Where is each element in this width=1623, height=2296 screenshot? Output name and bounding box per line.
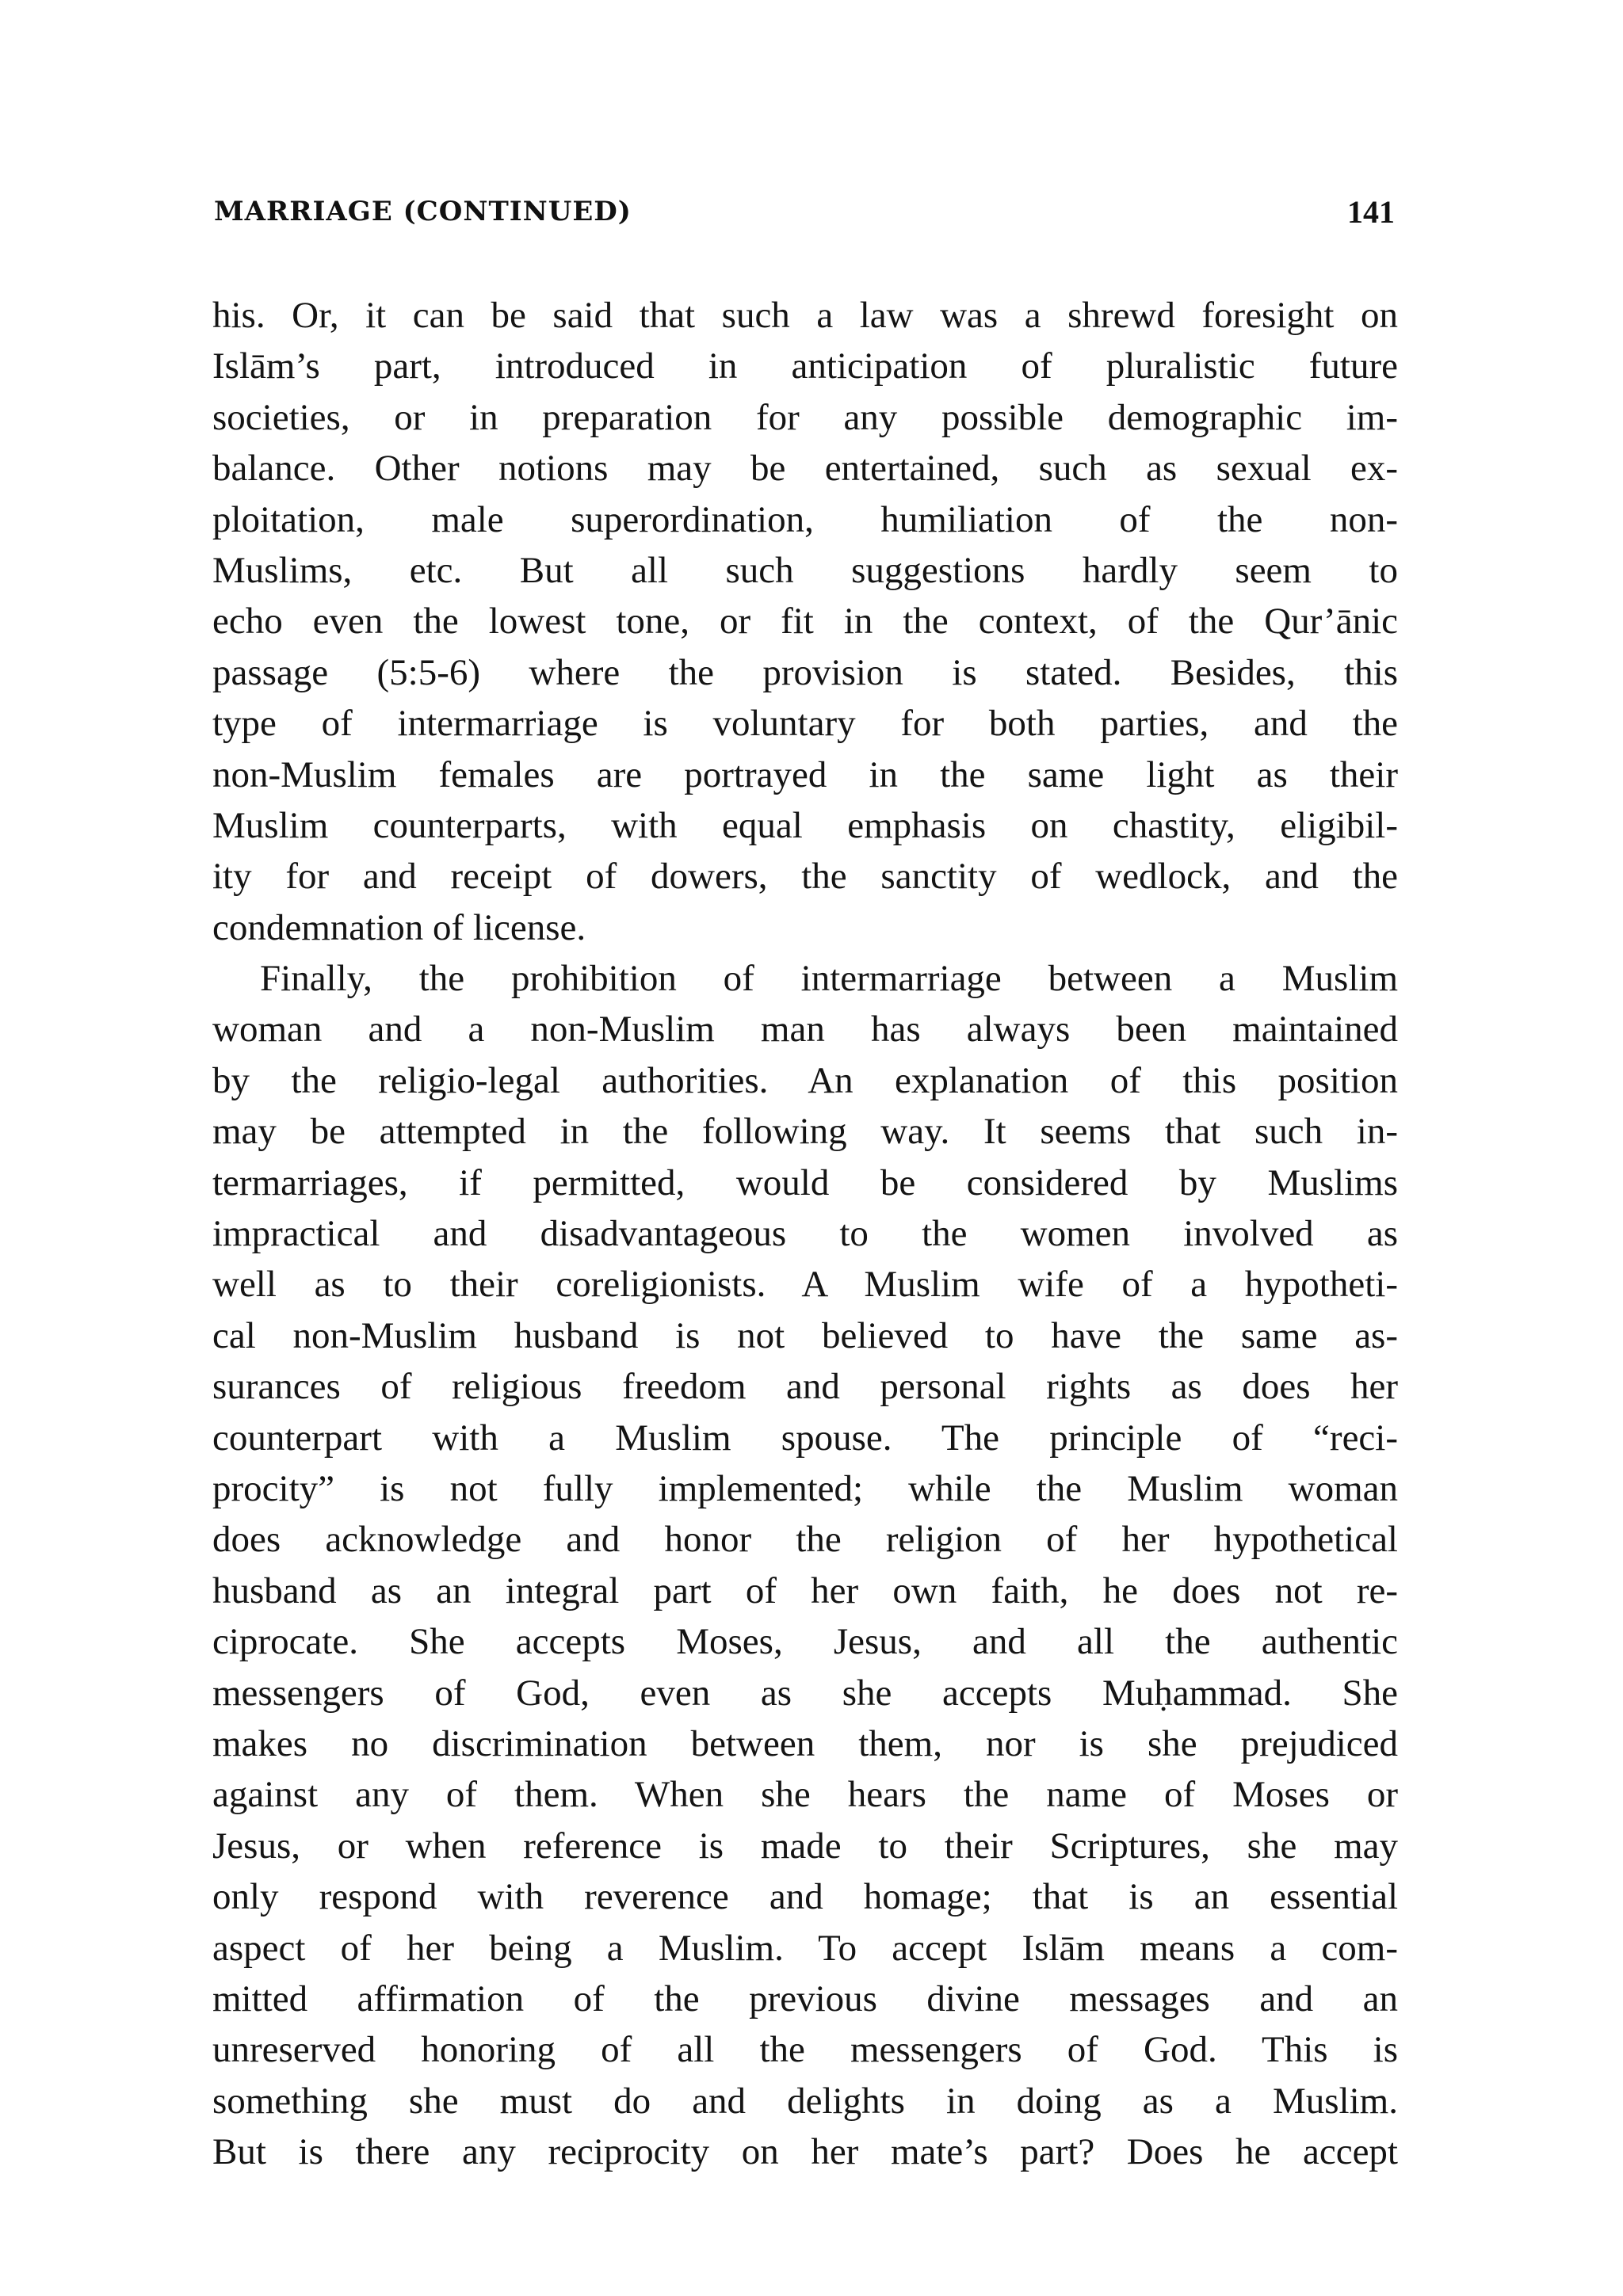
text-line: Islām’s part, introduced in anticipation of pluralistic future xyxy=(212,345,1398,387)
body-text xyxy=(212,290,1398,2177)
text-line: makes no discrimination between them, nor is she prejudiced xyxy=(212,1722,1398,1764)
text-line: only respond with reverence and homage; that is an essential xyxy=(212,1876,1398,1918)
text-line: cal non-Muslim husband is not believed to have the same as- xyxy=(212,1314,1398,1356)
running-title: MARRIAGE (CONTINUED) xyxy=(214,196,632,227)
text-line: societies, or in preparation for any possible demographic im- xyxy=(212,396,1398,438)
text-line: something she must do and delights in doing as a Muslim. xyxy=(212,2080,1398,2122)
text-line: But is there any reciprocity on her mate’s part? Does he accept xyxy=(212,2131,1398,2173)
text-line: type of intermarriage is voluntary for both parties, and the xyxy=(212,703,1398,745)
text-line: may be attempted in the following way. It seems that such in- xyxy=(212,1111,1398,1153)
text-line: unreserved honoring of all the messengers of God. This is xyxy=(212,2029,1398,2071)
text-line: Muslim counterparts, with equal emphasis on chastity, eligibil- xyxy=(212,804,1398,846)
text-line: ciprocate. She accepts Moses, Jesus, and all the authentic xyxy=(212,1621,1398,1663)
paragraph-end-line: condemnation of license. xyxy=(212,906,586,948)
text-line: non-Muslim females are portrayed in the same light as their xyxy=(212,753,1398,795)
text-line: balance. Other notions may be entertained, such as sexual ex- xyxy=(212,448,1398,490)
text-line: echo even the lowest tone, or fit in the context, of the Qur’ānic xyxy=(212,601,1398,643)
text-line: aspect of her being a Muslim. To accept Islām means a com- xyxy=(212,1927,1398,1969)
text-line: counterpart with a Muslim spouse. The principle of “reci- xyxy=(212,1417,1398,1459)
text-line: impractical and disadvantageous to the women involved as xyxy=(212,1213,1398,1255)
text-line: ity for and receipt of dowers, the sanctity of wedlock, and the xyxy=(212,856,1398,898)
text-line: by the religio-legal authorities. An explanation of this position xyxy=(212,1059,1398,1101)
text-line: ploitation, male superordination, humiliation of the non- xyxy=(212,498,1398,540)
text-line: well as to their coreligionists. A Muslim wife of a hypotheti- xyxy=(212,1264,1398,1306)
text-line: Muslims, etc. But all such suggestions hardly seem to xyxy=(212,549,1398,591)
text-line: termarriages, if permitted, would be considered by Muslims xyxy=(212,1161,1398,1203)
text-line: woman and a non-Muslim man has always been maintained xyxy=(212,1009,1398,1051)
text-line: messengers of God, even as she accepts Muḥammad. She xyxy=(212,1672,1398,1714)
text-line: surances of religious freedom and personal rights as does her xyxy=(212,1366,1398,1408)
paragraph-start-line: Finally, the prohibition of intermarriage between a Muslim xyxy=(260,958,1398,1000)
text-line: passage (5:5-6) where the provision is stated. Besides, this xyxy=(212,651,1398,693)
text-line: husband as an integral part of her own faith, he does not re- xyxy=(212,1569,1398,1611)
text-line: against any of them. When she hears the name of Moses or xyxy=(212,1774,1398,1816)
text-line: does acknowledge and honor the religion of her hypothetical xyxy=(212,1519,1398,1561)
text-line: procity” is not fully implemented; while the Muslim woman xyxy=(212,1467,1398,1509)
text-line: Jesus, or when reference is made to their Scriptures, she may xyxy=(212,1825,1398,1867)
text-line: his. Or, it can be said that such a law was a shrewd foresight on xyxy=(212,295,1398,336)
text-line: mitted affirmation of the previous divine messages and an xyxy=(212,1978,1398,2019)
running-header xyxy=(214,192,1395,231)
page-number: 141 xyxy=(1347,193,1395,230)
